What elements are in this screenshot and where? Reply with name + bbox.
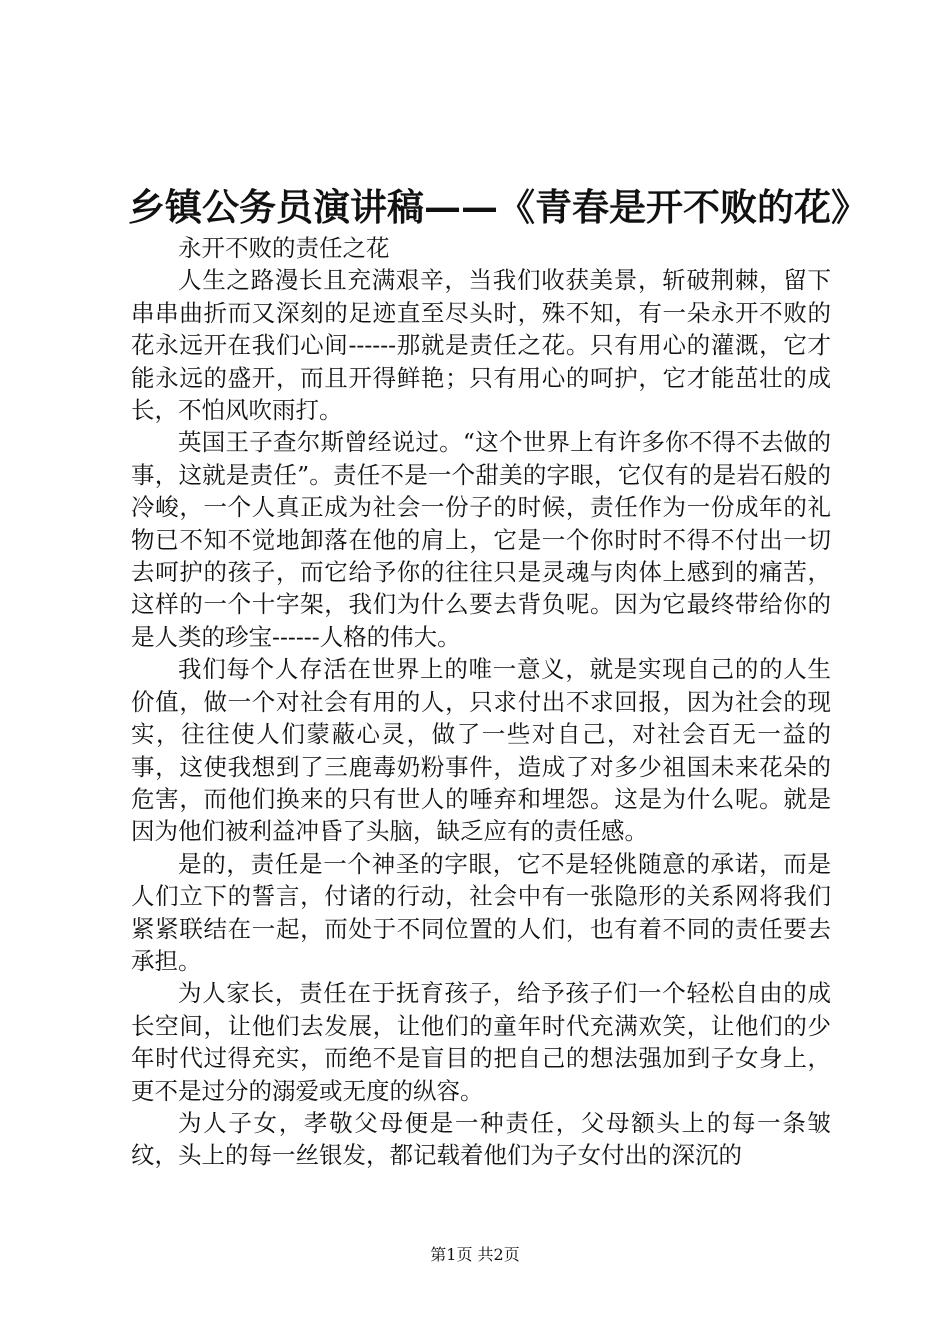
paragraph: 为人子女，孝敬父母便是一种责任，父母额头上的每一条皱纹，头上的每一丝银发，都记载着他们为子女付出的深沉的 (131, 1108, 831, 1170)
document-body (131, 232, 831, 1172)
paragraph: 英国王子查尔斯曾经说过。“这个世界上有许多你不得不去做的事，这就是责任”。责任不是一个甜美的字眼，它仅有的是岩石般的冷峻，一个人真正成为社会一份子的时候，责任作为一份成年的礼物已不知不觉地卸落在他的肩上，它是一个你时时不得不付出一切去呵护的孩子，而它给予你的往往只是灵魂与肉体上感到的痛苦，这样的一个十字架，我们为什么要去背负呢。因为它最终带给你的是人类的珍宝------人格的伟大。 (131, 428, 831, 651)
document-subtitle: 永开不败的责任之花 (178, 234, 390, 262)
page-title: 乡镇公务员演讲稿——《青春是开不败的花》 (128, 185, 868, 229)
paragraph: 我们每个人存活在世界上的唯一意义，就是实现自己的的人生价值，做一个对社会有用的人，只求付出不求回报，因为社会的现实，往往使人们蒙蔽心灵，做了一些对自己，对社会百无一益的事，这使我想到了三鹿毒奶粉事件，造成了对多少祖国未来花朵的危害，而他们换来的只有世人的唾弃和埋怨。这是为什么呢。就是因为他们被利益冲昏了头脑，缺乏应有的责任感。 (131, 655, 831, 846)
page-footer: 第1页 共2页 (430, 1245, 520, 1264)
paragraph: 人生之路漫长且充满艰辛，当我们收获美景，斩破荆棘，留下串串曲折而又深刻的足迹直至尽头时，殊不知，有一朵永开不败的花永远开在我们心间------那就是责任之花。只有用心的灌溉，它才能永远的盛开，而且开得鲜艳；只有用心的呵护，它才能茁壮的成长，不怕风吹雨打。 (131, 266, 831, 425)
paragraph: 是的，责任是一个神圣的字眼，它不是轻佻随意的承诺，而是人们立下的誓言，付诸的行动，社会中有一张隐形的关系网将我们紧紧联结在一起，而处于不同位置的人们，也有着不同的责任要去承担。 (131, 849, 831, 975)
paragraph: 为人家长，责任在于抚育孩子，给予孩子们一个轻松自由的成长空间，让他们去发展，让他们的童年时代充满欢笑，让他们的少年时代过得充实，而绝不是盲目的把自己的想法强加到子女身上，更不是过分的溺爱或无度的纵容。 (131, 979, 831, 1105)
